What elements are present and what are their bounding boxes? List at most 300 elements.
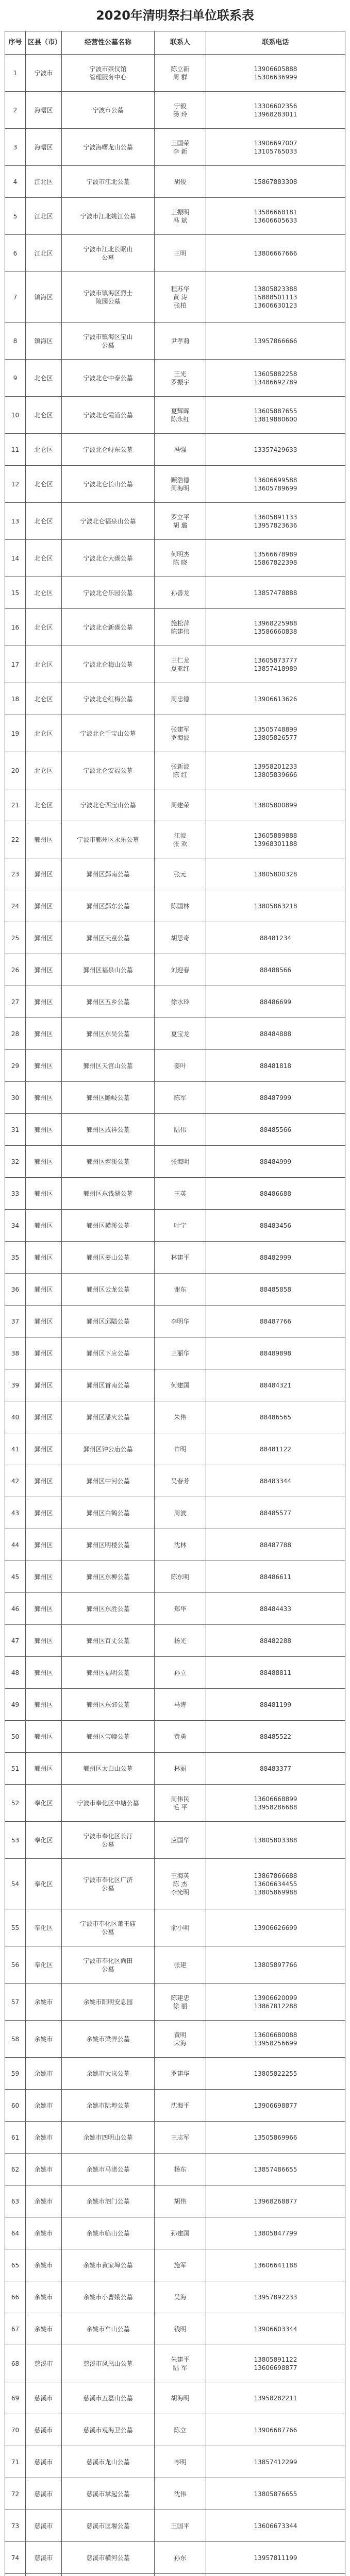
contact-person-cell: 王光 罗振宇 [155,360,206,397]
phone-cell: 13906698877 [206,2090,345,2122]
district-cell: 北仑区 [26,609,62,646]
phone-cell [206,2574,345,2576]
cemetery-name-cell: 鄞州区瞻岐公墓 [62,1082,155,1114]
cemetery-name-cell: 宁波市奉化区中塘公墓 [62,1785,155,1822]
row-number: 15 [5,577,26,609]
district-cell: 江北区 [26,166,62,198]
phone-cell: 88485858 [206,1274,345,1306]
district-cell: 余姚市 [26,2249,62,2281]
table-row [5,1984,345,2021]
contact-person-cell: 陈军 [155,1082,206,1114]
row-number: 20 [5,752,26,789]
table-row [5,1859,345,1909]
district-cell: 余姚市 [26,2058,62,2090]
contact-person-cell: 周伟民 毛 平 [155,1785,206,1822]
district-cell: 鄞州区 [26,1210,62,1242]
district-cell: 鄞州区 [26,1753,62,1785]
row-number: 24 [5,890,26,922]
district-cell: 余姚市 [26,2122,62,2154]
row-number: 53 [5,1822,26,1859]
cemetery-name-cell: 鄞州区下应公墓 [62,1337,155,1369]
cemetery-name-cell: 宁波北仑福泉山公墓 [62,503,155,540]
table-row [5,1561,345,1593]
cemetery-name-cell: 慈溪市匡堰公墓 [62,2510,155,2542]
table-row [5,2281,345,2313]
cemetery-name-cell: 鄞州区东吴公墓 [62,1018,155,1050]
row-number: 2 [5,92,26,129]
cemetery-name-cell: 宁波市奉化区广济 公墓 [62,1859,155,1909]
contact-person-cell: 施松萍 陈建伟 [155,609,206,646]
district-cell: 慈溪市 [26,2382,62,2414]
district-cell: 北仑区 [26,540,62,577]
table-row [5,821,345,858]
phone-cell: 13805847799 [206,2217,345,2249]
row-number: 61 [5,2122,26,2154]
table-row [5,1369,345,1401]
cemetery-name-cell: 鄞州区福明公墓 [62,1657,155,1689]
row-number: 28 [5,1018,26,1050]
row-number: 42 [5,1465,26,1497]
table-row [5,1465,345,1497]
table-row [5,2574,345,2576]
district-cell: 余姚市 [26,2281,62,2313]
phone-cell: 88481122 [206,1433,345,1465]
district-cell: 鄞州区 [26,821,62,858]
row-number: 35 [5,1242,26,1274]
cemetery-name-cell: 余姚市四明山公墓 [62,2122,155,2154]
contact-person-cell: 郑华 [155,1593,206,1625]
cemetery-name-cell: 鄞州区横溪公墓 [62,1210,155,1242]
district-cell: 鄞州区 [26,1721,62,1753]
row-number: 4 [5,166,26,198]
table-row [5,198,345,235]
contact-person-cell: 马涛 [155,1689,206,1721]
row-number [5,2574,26,2576]
contact-person-cell: 王志军 [155,2122,206,2154]
row-number: 54 [5,1859,26,1909]
contact-person-cell: 周建荣 [155,789,206,821]
phone-cell: 88485566 [206,1114,345,1146]
contact-person-cell: 尹孝莉 [155,323,206,360]
district-cell: 慈溪市 [26,2542,62,2574]
row-number: 52 [5,1785,26,1822]
district-cell: 鄞州区 [26,1497,62,1529]
table-row [5,1625,345,1657]
phone-cell: 13805876655 [206,2478,345,2510]
contact-person-cell: 陈国林 [155,890,206,922]
phone-cell: 13806667666 [206,235,345,272]
cemetery-name-cell: 鄞州区福泉山公墓 [62,954,155,986]
table-header-row [5,31,345,55]
cemetery-name-cell: 鄞州区百丈公墓 [62,1625,155,1657]
contact-person-cell: 张元 [155,858,206,890]
district-cell: 镇海区 [26,272,62,323]
table-row [5,1497,345,1529]
phone-cell: 13805863218 [206,890,345,922]
cemetery-name-cell: 宁波市江北长眠山 公墓 [62,235,155,272]
table-row [5,466,345,503]
table-row [5,1753,345,1785]
district-cell: 鄞州区 [26,1178,62,1210]
district-cell: 北仑区 [26,503,62,540]
row-number: 27 [5,986,26,1018]
table-row [5,397,345,434]
row-number: 22 [5,821,26,858]
table-row [5,1822,345,1859]
row-number: 3 [5,129,26,166]
contact-person-cell: 孙立 [155,1657,206,1689]
cemetery-name-cell: 慈溪市观海卫公墓 [62,2414,155,2446]
column-header-district: 区县（市） [26,31,62,55]
district-cell: 鄞州区 [26,1529,62,1561]
district-cell: 余姚市 [26,2185,62,2217]
table-row [5,503,345,540]
cemetery-name-cell: 余姚市大岚公墓 [62,2058,155,2090]
table-row [5,434,345,466]
phone-cell: 13906620099 13867812288 [206,1984,345,2021]
row-number: 50 [5,1721,26,1753]
contact-person-cell: 吴海 [155,2281,206,2313]
contact-person-cell: 朱建平 陆 军 [155,2345,206,2382]
row-number: 38 [5,1337,26,1369]
contact-person-cell: 张新波 陈 红 [155,752,206,789]
district-cell: 余姚市 [26,1984,62,2021]
row-number: 73 [5,2510,26,2542]
contact-person-cell: 王海英 陈 杰 李光明 [155,1859,206,1909]
table-row [5,2021,345,2058]
contact-person-cell: 钱明 [155,2313,206,2345]
cemetery-name-cell: 鄞州区东郊公墓 [62,1689,155,1721]
contact-person-cell: 杨东 [155,2154,206,2185]
cemetery-name-cell: 余姚市临山公墓 [62,2217,155,2249]
table-row [5,1689,345,1721]
table-row [5,2122,345,2154]
table-row [5,540,345,577]
table-row [5,2058,345,2090]
district-cell: 余姚市 [26,2154,62,2185]
phone-cell: 13566678989 15867822398 [206,540,345,577]
contact-person-cell: 沈伟 [155,2478,206,2510]
cemetery-name-cell: 鄞州区东柳公墓 [62,1561,155,1593]
table-row [5,2185,345,2217]
phone-cell: 88489898 [206,1337,345,1369]
district-cell: 鄞州区 [26,1689,62,1721]
phone-cell: 13867866688 13606634455 13805869988 [206,1859,345,1909]
table-row [5,1721,345,1753]
phone-cell: 13906687766 [206,2414,345,2446]
row-number: 62 [5,2154,26,2185]
table-row [5,129,345,166]
district-cell: 奉化区 [26,1785,62,1822]
phone-cell: 88481199 [206,1689,345,1721]
contact-table [5,31,345,2576]
district-cell: 鄞州区 [26,1274,62,1306]
contact-person-cell: 程苏华 黄 涛 张柏 [155,272,206,323]
contact-person-cell: 施军 [155,2249,206,2281]
table-row [5,1050,345,1082]
phone-cell: 13357429633 [206,434,345,466]
district-cell: 鄞州区 [26,922,62,954]
phone-cell: 13805822255 [206,2058,345,2090]
phone-cell: 88488566 [206,954,345,986]
phone-cell: 13605889888 13968301188 [206,821,345,858]
contact-person-cell: 陈立 [155,2414,206,2446]
phone-cell: 13605891133 13957823636 [206,503,345,540]
district-cell: 鄞州区 [26,858,62,890]
phone-cell: 13805800328 [206,858,345,890]
contact-person-cell: 江波 张 欢 [155,821,206,858]
table-row [5,1306,345,1337]
table-row [5,609,345,646]
district-cell: 鄞州区 [26,1242,62,1274]
cemetery-name-cell: 宁波北仑西宝山公墓 [62,789,155,821]
table-row [5,1433,345,1465]
cemetery-name-cell: 慈溪市横河公墓 [62,2542,155,2574]
column-header-phone: 联系电话 [206,31,345,55]
cemetery-name-cell: 鄞州区天宫山公墓 [62,1050,155,1082]
cemetery-name-cell: 宁波市殡仪馆 管理服务中心 [62,55,155,92]
table-row [5,1401,345,1433]
contact-person-cell: 周波 [155,1497,206,1529]
phone-cell: 88487999 [206,1082,345,1114]
cemetery-name-cell: 鄞州区邱隘公墓 [62,1306,155,1337]
contact-person-cell: 岑明 [155,2446,206,2478]
table-row [5,2249,345,2281]
phone-cell: 88484321 [206,1369,345,1401]
district-cell: 余姚市 [26,2021,62,2058]
row-number: 29 [5,1050,26,1082]
table-row [5,715,345,752]
district-cell: 江北区 [26,198,62,235]
cemetery-name-cell: 宁波市奉化区尚田 公墓 [62,1946,155,1984]
district-cell: 慈溪市 [26,2478,62,2510]
phone-cell: 13906613626 [206,683,345,715]
cemetery-name-cell: 慈溪市龙山公墓 [62,2446,155,2478]
contact-person-cell: 何明杰 陈 晓 [155,540,206,577]
district-cell: 镇海区 [26,323,62,360]
contact-person-cell: 胡海明 [155,2382,206,2414]
row-number: 5 [5,198,26,235]
district-cell: 奉化区 [26,1909,62,1946]
district-cell: 北仑区 [26,577,62,609]
table-row [5,272,345,323]
district-cell: 北仑区 [26,397,62,434]
contact-person-cell: 宁毅 汤 玲 [155,92,206,129]
table-row [5,2478,345,2510]
district-cell: 鄞州区 [26,1337,62,1369]
phone-cell: 13606680088 13958256699 [206,2021,345,2058]
cemetery-name-cell: 宁波北仑霞浦公墓 [62,397,155,434]
row-number: 25 [5,922,26,954]
district-cell: 余姚市 [26,2217,62,2249]
district-cell: 海曙区 [26,129,62,166]
table-row [5,1785,345,1822]
cemetery-name-cell: 宁波市鄞州区永乐公墓 [62,821,155,858]
cemetery-name-cell: 鄞州区东胜公墓 [62,1593,155,1625]
cemetery-name-cell: 宁波北仑乐园公墓 [62,577,155,609]
row-number: 68 [5,2345,26,2382]
contact-person-cell [155,2574,206,2576]
row-number: 21 [5,789,26,821]
row-number: 34 [5,1210,26,1242]
phone-cell: 88481818 [206,1050,345,1082]
cemetery-name-cell: 宁波北仑红梅公墓 [62,683,155,715]
phone-cell: 13968225988 13586660838 [206,609,345,646]
district-cell: 鄞州区 [26,1369,62,1401]
phone-cell: 13958282211 [206,2382,345,2414]
row-number: 40 [5,1401,26,1433]
cemetery-name-cell: 鄞州区东钱湖公墓 [62,1178,155,1210]
cemetery-name-cell: 宁波市江北公墓 [62,166,155,198]
row-number: 66 [5,2281,26,2313]
contact-person-cell: 王振明 冯 斌 [155,198,206,235]
district-cell: 北仑区 [26,466,62,503]
cemetery-name-cell: 余姚市牟山公墓 [62,2313,155,2345]
phone-cell: 13958201233 13805839666 [206,752,345,789]
contact-person-cell: 王国平 [155,2510,206,2542]
cemetery-name-cell: 宁波北仑峙东公墓 [62,434,155,466]
cemetery-name-cell: 鄞州区鄞东公墓 [62,890,155,922]
row-number: 46 [5,1593,26,1625]
row-number: 17 [5,646,26,683]
phone-cell: 88482288 [206,1625,345,1657]
row-number: 10 [5,397,26,434]
district-cell: 鄞州区 [26,890,62,922]
row-number: 67 [5,2313,26,2345]
contact-person-cell: 孙善龙 [155,577,206,609]
row-number: 14 [5,540,26,577]
district-cell: 北仑区 [26,360,62,397]
contact-person-cell: 罗建华 [155,2058,206,2090]
phone-cell: 13605882258 13486692789 [206,360,345,397]
row-number: 31 [5,1114,26,1146]
table-row [5,2217,345,2249]
row-number: 37 [5,1306,26,1337]
district-cell: 鄞州区 [26,1306,62,1337]
phone-cell: 13805897766 [206,1946,345,1984]
contact-person-cell: 吴春芳 [155,1465,206,1497]
phone-cell: 13857412299 [206,2446,345,2478]
phone-cell: 13505869966 [206,2122,345,2154]
contact-person-cell: 张海明 [155,1146,206,1178]
phone-cell: 88487788 [206,1529,345,1561]
contact-person-cell: 胡俊 [155,166,206,198]
cemetery-name-cell: 鄞州区中河公墓 [62,1465,155,1497]
cemetery-name-cell: 宁波北仑长山公墓 [62,466,155,503]
phone-cell: 88486565 [206,1401,345,1433]
table-row [5,1178,345,1210]
row-number: 72 [5,2478,26,2510]
contact-person-cell: 周忠德 [155,683,206,715]
table-row [5,2313,345,2345]
cemetery-name-cell: 余姚市阳明安息园 [62,1984,155,2021]
contact-person-cell: 李明华 [155,1306,206,1337]
cemetery-name-cell: 宁波北仑梅山公墓 [62,646,155,683]
table-row [5,1082,345,1114]
cemetery-name-cell: 鄞州区云龙公墓 [62,1274,155,1306]
row-number: 36 [5,1274,26,1306]
table-row [5,1529,345,1561]
table-row [5,1242,345,1274]
table-row [5,2090,345,2122]
district-cell: 奉化区 [26,1859,62,1909]
cemetery-name-cell: 鄞州区姜山公墓 [62,1242,155,1274]
table-row [5,986,345,1018]
row-number: 1 [5,55,26,92]
row-number: 45 [5,1561,26,1593]
row-number: 64 [5,2217,26,2249]
contact-person-cell: 许明 [155,1433,206,1465]
phone-cell: 13606699588 13605789699 [206,466,345,503]
table-row [5,1593,345,1625]
contact-person-cell: 应国华 [155,1822,206,1859]
phone-cell: 13857486655 [206,2154,345,2185]
column-header-cemetery-name: 经营性公墓名称 [62,31,155,55]
contact-person-cell: 胡思奇 [155,922,206,954]
cemetery-name-cell: 宁波北仑新碶公墓 [62,609,155,646]
row-number: 8 [5,323,26,360]
contact-person-cell: 陈建忠 徐 丽 [155,1984,206,2021]
district-cell: 慈溪市 [26,2414,62,2446]
district-cell: 鄞州区 [26,1561,62,1593]
cemetery-name-cell: 余姚市梁弄公墓 [62,2021,155,2058]
table-row [5,1657,345,1689]
contact-person-cell: 刘迎春 [155,954,206,986]
contact-person-cell: 罗立平 胡 璐 [155,503,206,540]
table-row [5,890,345,922]
row-number: 6 [5,235,26,272]
row-number: 51 [5,1753,26,1785]
cemetery-name-cell: 鄞州区潘火公墓 [62,1401,155,1433]
row-number: 57 [5,1984,26,2021]
contact-person-cell: 俞小明 [155,1909,206,1946]
contact-person-cell: 林建平 [155,1242,206,1274]
row-number: 47 [5,1625,26,1657]
table-row [5,2414,345,2446]
contact-person-cell: 孙东 [155,2542,206,2574]
contact-person-cell: 王国荣 李 新 [155,129,206,166]
district-cell: 江北区 [26,235,62,272]
cemetery-name-cell: 余姚市黄家埠公墓 [62,2249,155,2281]
row-number: 43 [5,1497,26,1529]
district-cell: 鄞州区 [26,1050,62,1082]
cemetery-name-cell: 鄞州区钟公庙公墓 [62,1433,155,1465]
table-row [5,1114,345,1146]
phone-cell: 88485577 [206,1497,345,1529]
cemetery-name-cell: 宁波市奉化区长汀 公墓 [62,1822,155,1859]
cemetery-name-cell: 宁波北仑中泰公墓 [62,360,155,397]
district-cell [26,2574,62,2576]
contact-person-cell: 王英 [155,1178,206,1210]
table-row [5,92,345,129]
phone-cell: 13906605888 15306636999 [206,55,345,92]
contact-person-cell: 杨光 [155,1625,206,1657]
page-title: 2020年清明祭扫单位联系表 [96,8,254,23]
row-number: 65 [5,2249,26,2281]
row-number: 26 [5,954,26,986]
phone-cell: 13957866666 [206,323,345,360]
row-number: 33 [5,1178,26,1210]
phone-cell: 13906603344 [206,2313,345,2345]
district-cell: 鄞州区 [26,1401,62,1433]
contact-person-cell: 谢东 [155,1274,206,1306]
cemetery-name-cell: 余姚市陆埠公墓 [62,2090,155,2122]
table-row [5,1909,345,1946]
cemetery-name-cell: 宁波市公墓 [62,92,155,129]
phone-cell: 15867883308 [206,166,345,198]
table-row [5,752,345,789]
row-number: 71 [5,2446,26,2478]
